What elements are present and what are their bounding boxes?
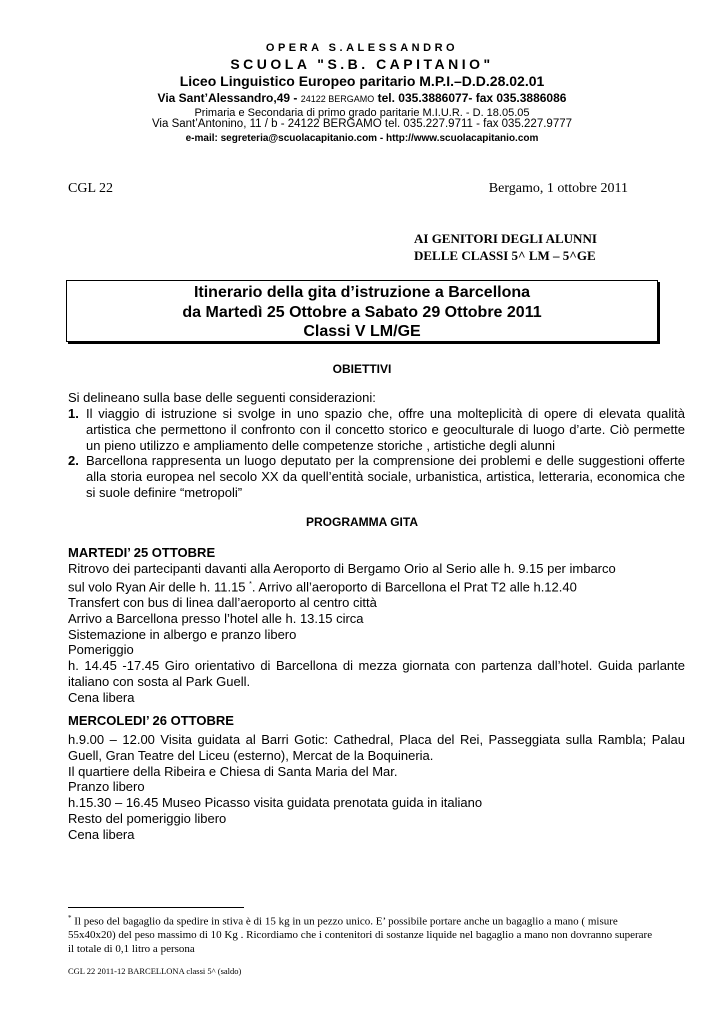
day-line: h.15.30 – 16.45 Museo Picasso visita guidata prenotata guida in italiano: [68, 795, 483, 811]
item-number: 2.: [68, 453, 79, 468]
item-text: Il viaggio di istruzione si svolge in uno spazio che, offre una molteplicità di opere di elevata qualità artistica che permettono il confronto con il concetto storico e geoculturale di luogo d’arte. Ciò permette un pieno utilizzo e ampliamento delle competenze storiche , artistiche degli alunni: [86, 406, 685, 453]
item-text: Barcellona rappresenta un luogo deputato per la comprensione dei problemi e delle suggestioni offerte alla storia europea nel secolo XX da quell’entità sociale, urbanistica, artistica, letteraria, economica che si suole definire “metropoli”: [86, 453, 685, 500]
address1-street: Via Sant’Alessandro,49 -: [157, 91, 298, 105]
programma-heading: PROGRAMMA GITA: [306, 515, 418, 529]
day-line-part: . Arrivo all’aeroporto di Barcellona el Prat T2 alle h.12.40: [251, 579, 577, 595]
day-line: Pranzo libero: [68, 779, 145, 795]
email-line[interactable]: e-mail: segreteria@scuolacapitanio.com - http://www.scuolacapitanio.com: [185, 133, 539, 144]
day-line: Cena libera: [68, 689, 135, 705]
page-footer: CGL 22 2011-12 BARCELLONA classi 5^ (saldo): [68, 966, 242, 976]
obiettivi-intro: Si delineano sulla base delle seguenti considerazioni:: [68, 390, 376, 405]
day-line: Transfert con bus di linea dall’aeroporto al centro città: [68, 594, 377, 610]
document-date: Bergamo, 1 ottobre 2011: [488, 181, 628, 196]
footnote-divider: [68, 907, 244, 908]
day-line: h.9.00 – 12.00 Visita guidata al Barri Gotic: Cathedral, Placa del Rei, Passeggiata sulla Rambla; Palau Guell, Gran Teatre del Liceu (esterno), Mercat de la Boquineria.: [68, 732, 685, 763]
day-line: h. 14.45 -17.45 Giro orientativo di Barcellona di mezza giornata con partenza dall’hotel. Guida parlante italiano con sosta al Park Guell.: [68, 658, 685, 689]
school-name: SCUOLA "S.B. CAPITANIO": [230, 56, 494, 72]
day-line: [68, 577, 685, 595]
day-title-tuesday: MARTEDI’ 25 OTTOBRE: [68, 545, 216, 560]
footnote-ref: *: [249, 580, 252, 588]
footnote-mark: *: [68, 914, 72, 922]
document-ref: CGL 22: [68, 181, 113, 196]
address1-phone: tel. 035.3886077- fax 035.3886086: [377, 91, 567, 105]
obiettivi-heading: OBIETTIVI: [332, 362, 392, 376]
day-line: Pomeriggio: [68, 642, 134, 658]
obiettivo-item-1: [68, 406, 685, 453]
title-line-3: Classi V LM/GE: [303, 323, 421, 340]
day-line-part: sul volo Ryan Air delle h. 11.15: [68, 579, 246, 595]
title-line-2: da Martedì 25 Ottobre a Sabato 29 Ottobre 2011: [182, 303, 542, 321]
address-line-1: [0, 91, 724, 105]
address1-city: 24122 BERGAMO: [300, 94, 375, 104]
title-box: [66, 280, 658, 342]
footnote: [68, 912, 658, 956]
day-body-tuesday: [68, 561, 685, 706]
day-line: Sistemazione in albergo e pranzo libero: [68, 626, 297, 642]
day-line: Cena libera: [68, 826, 135, 842]
obiettivo-item-2: [68, 453, 685, 500]
day-line: Ritrovo dei partecipanti davanti alla Aeroporto di Bergamo Orio al Serio alle h. 9.15 per imbarco: [68, 561, 616, 576]
title-line-1: Itinerario della gita d’istruzione a Barcellona: [193, 284, 531, 301]
day-body-wednesday: [68, 732, 685, 843]
recipient-line-1: AI GENITORI DEGLI ALUNNI: [414, 231, 597, 246]
day-title-wednesday: MERCOLEDI’ 26 OTTOBRE: [68, 713, 234, 728]
day-line: Il quartiere della Ribeira e Chiesa di Santa Maria del Mar.: [68, 763, 398, 779]
day-line: Arrivo a Barcellona presso l’hotel alle h. 13.15 circa: [68, 610, 364, 626]
address-line-2: Via Sant’Antonino, 11 / b - 24122 BERGAMO tel. 035.227.9711 - fax 035.227.9777: [151, 118, 573, 130]
org-name: OPERA S.ALESSANDRO: [265, 42, 459, 54]
footnote-text: Il peso del bagaglio da spedire in stiva è di 15 kg in un pezzo unico. E’ possibile portare anche un bagaglio a mano ( misure 55x40x20) del peso massimo di 10 Kg . Ricordiamo che i contenitori di sostanze liquide nel bagaglio a mano non dovranno superare il totale di 0,1 litro a persona: [68, 915, 653, 955]
recipient-line-2: DELLE CLASSI 5^ LM – 5^GE: [414, 248, 596, 263]
item-number: 1.: [68, 406, 79, 421]
liceo-line: Liceo Linguistico Europeo paritario M.P.I.–D.D.28.02.01: [179, 73, 545, 89]
day-line: Resto del pomeriggio libero: [68, 810, 227, 826]
primaria-line: Primaria e Secondaria di primo grado paritarie M.I.U.R. - D. 18.05.05: [194, 107, 530, 119]
